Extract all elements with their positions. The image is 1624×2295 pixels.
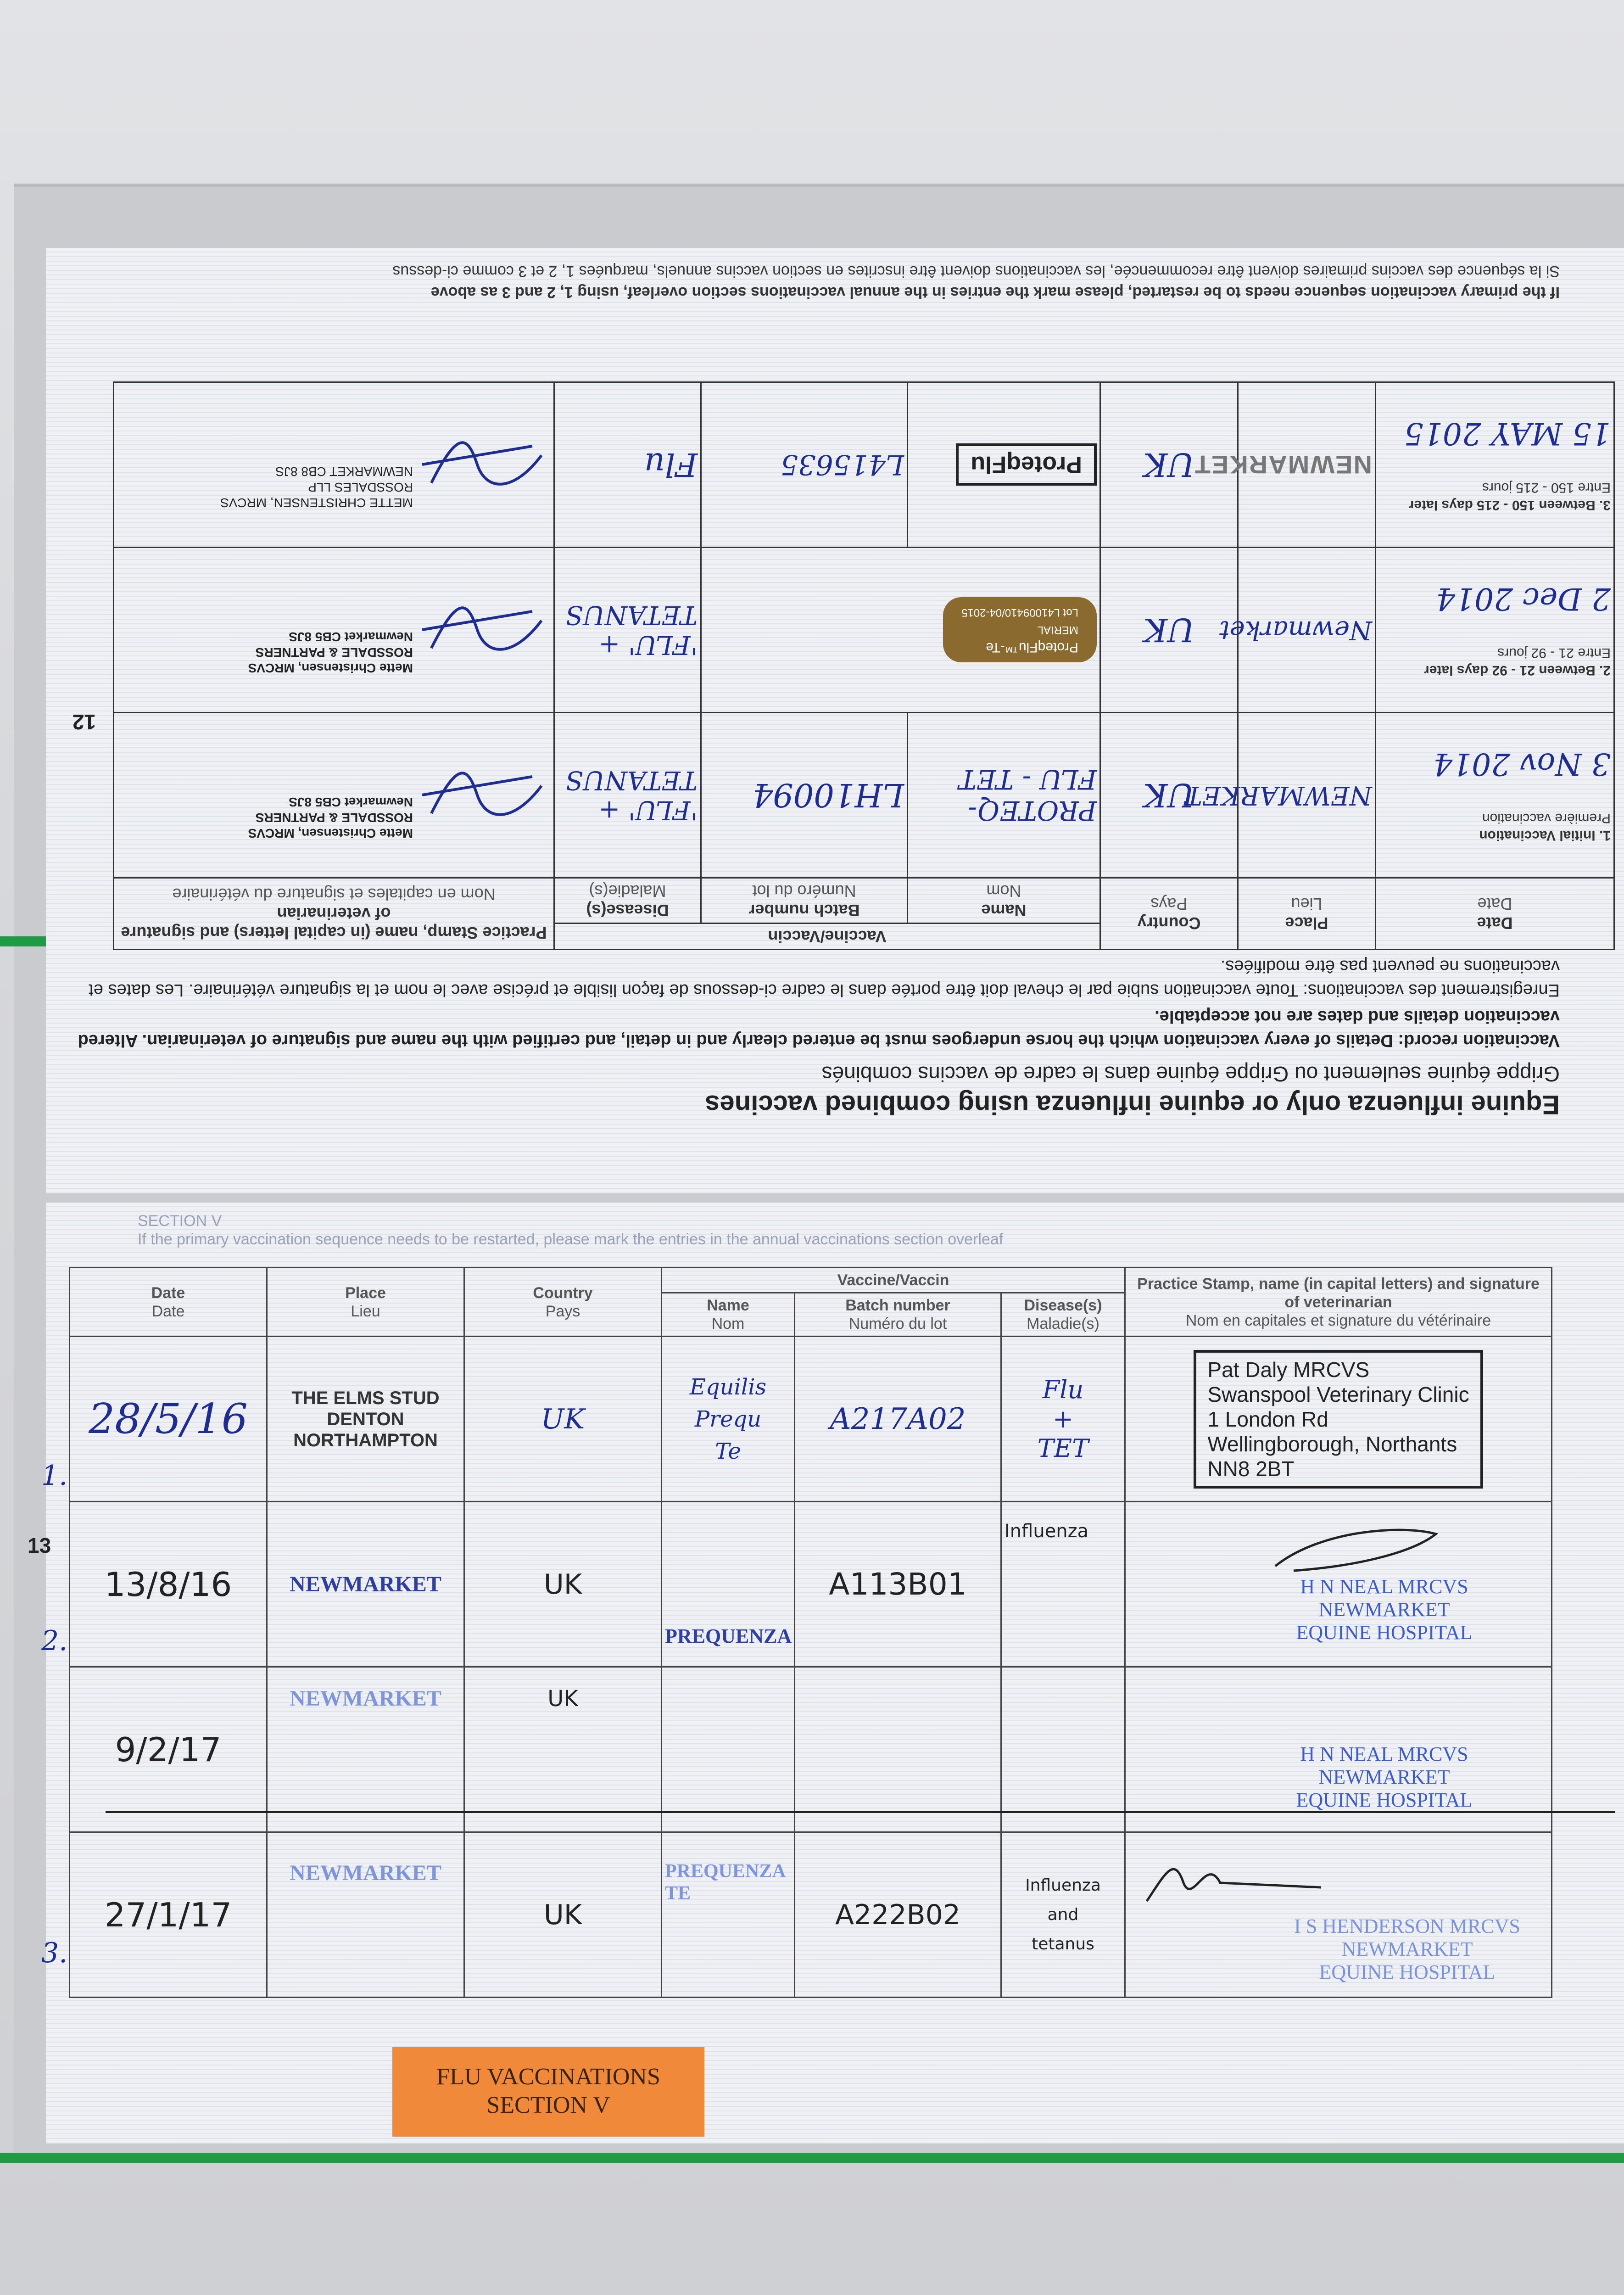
stamp-cell	[1125, 1832, 1552, 1998]
header-stamp: Practice Stamp, name (in capital letters) and signature of veterinarian Nom en capitales et signature du vétérinaire	[114, 878, 554, 950]
header-place: Place Lieu	[1238, 878, 1376, 950]
vaccine-name-cell: ProteqFlu	[908, 382, 1100, 548]
header-disease: Disease(s) Maladie(s)	[1001, 1293, 1125, 1337]
country-cell: UK	[1100, 548, 1238, 713]
header-place: Place Lieu	[267, 1268, 464, 1337]
date-cell: 9/2/17	[70, 1667, 267, 1832]
title-fr: Grippe équine seulement ou Grippe équine dans le cadre de vaccins combinés	[821, 1062, 1560, 1086]
table-row	[70, 1337, 1552, 1502]
date-cell: 27/1/17	[70, 1832, 267, 1998]
disease-cell: Influenza	[1001, 1502, 1125, 1667]
header-country: Country Pays	[1100, 878, 1238, 950]
batch-cell: A113B01	[795, 1502, 1001, 1667]
table-row	[114, 713, 1614, 878]
page-number: 13	[28, 1534, 51, 1557]
signature-mark	[413, 584, 551, 676]
table-row	[70, 1832, 1552, 1998]
disease-cell: Influenza and tetanus	[1001, 1832, 1125, 1998]
signature-mark	[1138, 1846, 1330, 1915]
date-cell: 1. Initial Vaccination Première vaccination 3 Nov 2014	[1376, 713, 1614, 878]
row-number: 2.	[41, 1625, 68, 1657]
table-row	[114, 548, 1614, 713]
signature-mark	[413, 419, 551, 511]
vaccine-name-cell	[662, 1667, 795, 1832]
signature-mark	[413, 750, 551, 841]
vaccine-name-cell: PROTEQ- FLU - TET	[908, 713, 1100, 878]
stamp-cell	[1125, 1667, 1552, 1832]
date-cell: 28/5/16	[70, 1337, 267, 1502]
disease-cell: Flu	[554, 382, 701, 548]
vaccine-name-cell: PREQUENZA TE	[662, 1832, 795, 1998]
country-cell: UK	[464, 1502, 662, 1667]
header-disease: Disease(s) Maladie(s)	[554, 878, 701, 924]
vaccine-name-cell: PREQUENZA	[662, 1502, 795, 1667]
page-12-rotated-content	[46, 248, 1624, 1193]
page-13	[28, 1203, 1624, 2144]
vet-stamp: I S HENDERSON MRCVS NEWMARKET EQUINE HOSPITAL	[1294, 1914, 1520, 1983]
vet-stamp: METTE CHRISTENSEN, MRCVS ROSSDALES LLP NEWMARKET CB8 8JS	[220, 465, 413, 510]
batch-cell: L415635	[701, 382, 908, 548]
batch-cell: A222B02	[795, 1832, 1001, 1998]
place-cell: Newmarket	[1238, 548, 1376, 713]
disease-cell: 'FLU' + TETANUS	[554, 548, 701, 713]
place-cell: NEWMARKET	[1238, 713, 1376, 878]
restart-footnote: If the primary vaccination sequence needs to be restarted, please mark the entries in the annual vaccinations section overleaf, using 1, 2 and 3 as above Si la séquence des vaccins primaires doivent être recommencée, les vaccinations doivent être inscrites en section vaccins annuels, marquées 1, 2 et 3 comme ci-dessus	[392, 263, 1560, 301]
intro-fr: Enregistrement des vaccinations: Toute vaccination subie par le cheval doit être portée dans le cadre ci-dessous de façon lisible et précise avec le nom et la signature vétérinaire. Les dates et vaccinations ne peuvent pas être modifiées.	[89, 957, 1560, 1000]
stamp-cell	[114, 548, 554, 713]
stamp-cell	[114, 713, 554, 878]
header-date: Date Date	[1376, 878, 1614, 950]
vet-stamp: Pat Daly MRCVS Swanspool Veterinary Clinic 1 London Rd Wellingborough, Northants NN8 2BT	[1194, 1350, 1483, 1489]
header-date: Date Date	[70, 1268, 267, 1337]
header-name: Name Nom	[662, 1293, 795, 1337]
place-cell: THE ELMS STUD DENTON NORTHAMPTON	[267, 1337, 464, 1502]
header-vaccine: Vaccine/Vaccin	[662, 1268, 1125, 1293]
vet-stamp: Mette Christensen, MRCVS ROSSDALE & PARTNERS Newmarket CB5 8JS	[248, 630, 413, 676]
vet-stamp: Mette Christensen, MRCVS ROSSDALE & PARTNERS Newmarket CB5 8JS	[248, 795, 413, 841]
title-en: Equine influenza only or equine influenza using combined vaccines	[705, 1090, 1560, 1120]
country-cell: UK	[464, 1337, 662, 1502]
intro-en: Vaccination record: Details of every vaccination which the horse undergoes must be entered clearly and in detail, and certified with the name and signature of veterinarian. Altered vaccination details and dates are not acceptable.	[78, 1007, 1560, 1050]
date-cell: 3. Between 150 - 215 days later Entre 150 - 215 jours 15 MAY 2015	[1376, 382, 1614, 548]
header-batch: Batch number Numéro du lot	[795, 1293, 1001, 1337]
vet-stamp: H N NEAL MRCVS NEWMARKET EQUINE HOSPITAL	[1296, 1575, 1473, 1644]
place-cell: NEWMARKET	[267, 1832, 464, 1998]
disease-cell: Flu + TET	[1001, 1337, 1125, 1502]
section-heading	[45, 954, 1560, 1120]
stamp-cell	[1125, 1502, 1552, 1667]
row-number: 3.	[41, 1937, 68, 1969]
vaccination-table-primary	[113, 381, 1615, 950]
disease-cell: 'FLU' + TETANUS	[554, 713, 701, 878]
stamp-cell	[114, 382, 554, 548]
place-cell: NEWMARKET	[267, 1667, 464, 1832]
vaccine-sticker: ProteqFlu™-Te MERIAL Lot L41009410/04-2015	[943, 598, 1097, 663]
country-cell: UK	[464, 1667, 662, 1832]
header-stamp: Practice Stamp, name (in capital letters) and signature of veterinarian Nom en capitales et signature du vétérinaire	[1125, 1268, 1552, 1337]
vaccination-table-annual	[69, 1267, 1552, 1998]
signature-mark	[1266, 1525, 1450, 1575]
page-number: 12	[72, 710, 96, 734]
disease-cell	[1001, 1667, 1125, 1832]
page-12	[46, 248, 1624, 1193]
country-cell: UK	[1100, 382, 1238, 548]
batch-cell: A217A02	[795, 1337, 1001, 1502]
vet-stamp: H N NEAL MRCVS NEWMARKET EQUINE HOSPITAL	[1296, 1742, 1473, 1811]
header-vaccine: Vaccine/Vaccin	[554, 924, 1100, 950]
batch-cell	[795, 1667, 1001, 1832]
row-number: 1.	[41, 1460, 68, 1492]
vaccine-name-cell: Equilis Prequ Te	[662, 1337, 795, 1502]
green-edge-bottom	[0, 2153, 1624, 2163]
table-row	[70, 1502, 1552, 1667]
header-batch: Batch number Numéro du lot	[701, 878, 908, 924]
place-cell: NEWMARKET	[267, 1502, 464, 1667]
vaccine-sticker-cell	[701, 548, 1100, 713]
date-cell: 2. Between 21 - 92 days later Entre 21 - 92 jours 2 Dec 2014	[1376, 548, 1614, 713]
header-country: Country Pays	[464, 1268, 662, 1337]
table-row-void	[70, 1667, 1552, 1832]
table-row	[114, 382, 1614, 548]
header-name: Name Nom	[908, 878, 1100, 924]
strike-through-line	[106, 1811, 1615, 1813]
country-cell: UK	[1100, 713, 1238, 878]
place-cell: NEWMARKET	[1238, 382, 1376, 548]
date-cell: 13/8/16	[70, 1502, 267, 1667]
batch-cell: LH10094	[701, 713, 908, 878]
bleed-through-text: SECTION V If the primary vaccination sequence needs to be restarted, please mark the entries in the annual vaccinations section overleaf	[138, 1212, 1004, 1248]
stamp-cell	[1125, 1337, 1552, 1502]
section-tab-label: FLU VACCINATIONS SECTION V	[392, 2047, 704, 2137]
country-cell: UK	[464, 1832, 662, 1998]
